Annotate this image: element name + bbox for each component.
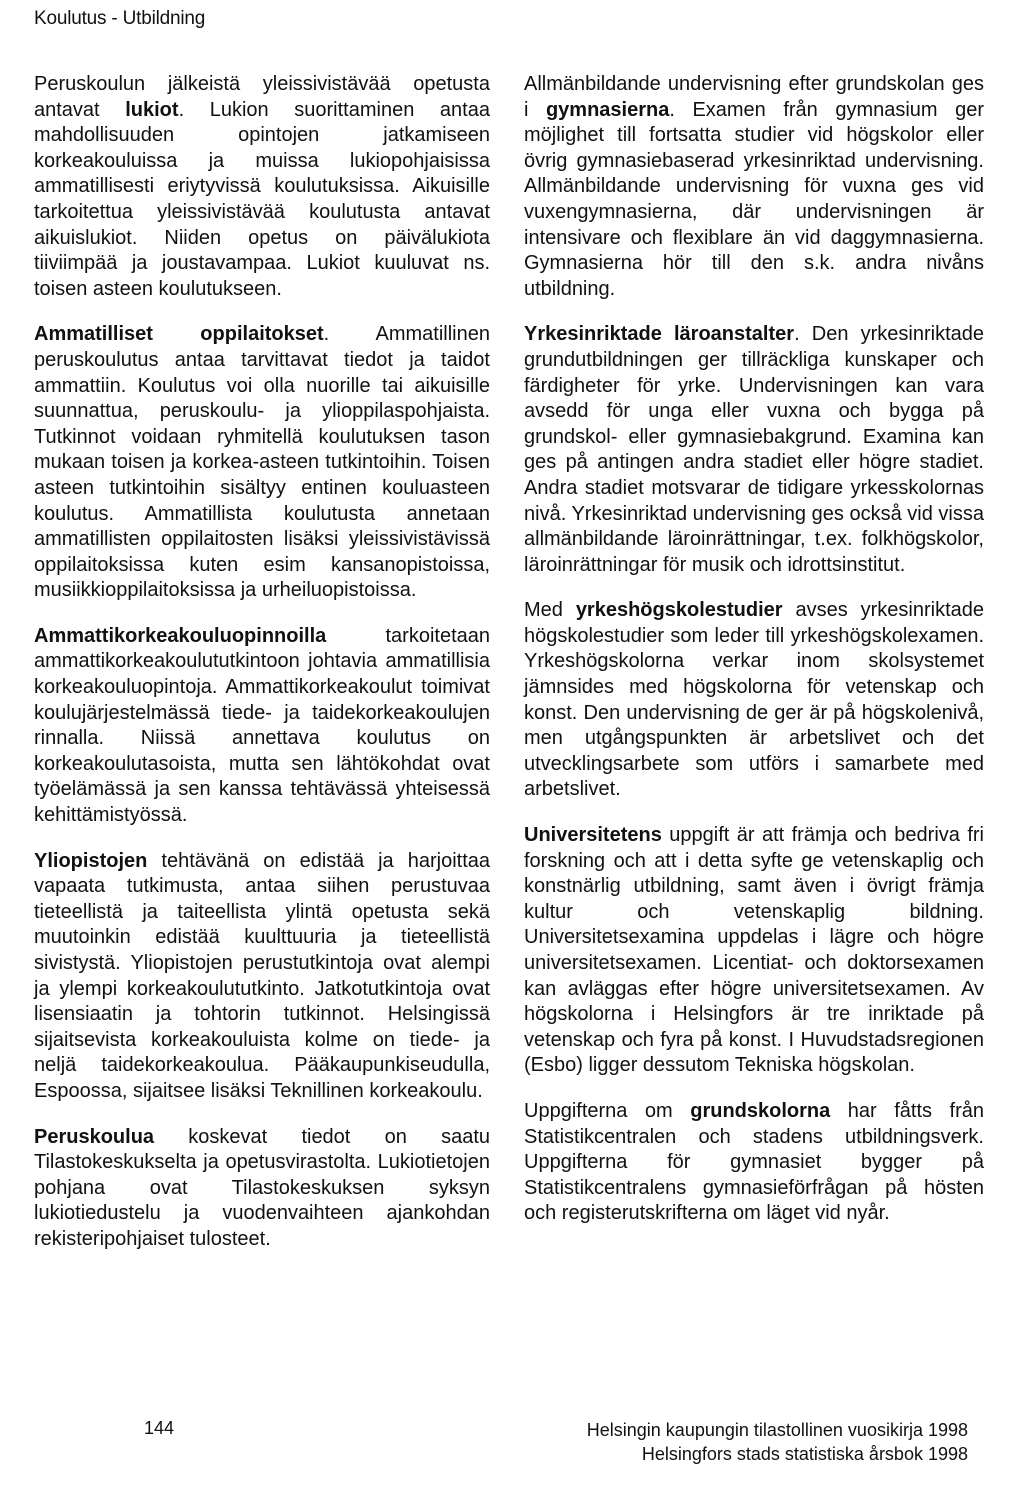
- term-ammattikorkeakouluopinnoilla: Ammattikorkeakouluopinnoilla: [34, 624, 327, 647]
- text: koskevat tiedot on saatu Tilastokeskukselta ja opetusvirastolta. Lukiotietojen pohjana ovat Tilastokeskuksen syksyn lukiotiedustelu ja vuodenvaihteen ajankohdan rekisteripohjaiset tulosteet.: [34, 1125, 490, 1250]
- paragraph-ammattikorkeakoulu: [34, 624, 490, 829]
- term-yrkesinriktade-laroanstalter: Yrkesinriktade läroanstalter: [524, 323, 795, 346]
- paragraph-sources-fi: [34, 1125, 490, 1253]
- swedish-column: [524, 72, 984, 1247]
- publication-title-sv: Helsingfors stads statistiska årsbok 1998: [641, 1444, 968, 1464]
- paragraph-yrkesinriktade: [524, 322, 984, 578]
- paragraph-ammatilliset: [34, 322, 490, 604]
- publication-title-fi: Helsingin kaupungin tilastollinen vuosikirja 1998: [586, 1420, 968, 1440]
- term-universitetens: Universitetens: [524, 824, 662, 847]
- paragraph-sources-sv: [524, 1099, 984, 1227]
- running-header: Koulutus - Utbildning: [34, 8, 206, 29]
- term-peruskoulua: Peruskoulua: [34, 1125, 155, 1148]
- paragraph-yrkeshogskole: [524, 598, 984, 803]
- text: avses yrkesinriktade högskolestudier som leder till yrkeshögskolexamen. Yrkeshögskolorna verkar inom skolsystemet jämnsides med högskolorna för vetenskap och konst. Den undervisning de ger är på högskolenivå, men utgångspunkten är arbetslivet och det utvecklingsarbete som utförs i samarbete med arbetslivet.: [524, 599, 984, 801]
- text: har fåtts från Statistikcentralen och stadens utbildningsverk. Uppgifterna för gymnasiet bygger på Statistikcentralens gymnasieförfrågan på hösten och registerutskrifterna om läget vid nyår.: [524, 1099, 984, 1225]
- text: Uppgifterna om: [524, 1099, 691, 1122]
- term-ammatilliset-oppilaitokset: Ammatilliset oppilaitokset: [34, 323, 324, 346]
- text: tehtävänä on edistää ja harjoittaa vapaata tutkimusta, antaa siihen perustuvaa tieteellistä ja taiteellista ylintä opetusta sekä muutoinkin edistää kuulttuuria ja tieteellistä sivistystä. Yliopistojen perustutkintoja ovat alempi ja ylempi korkeakoulututkinto. Jatkotutkintoja ovat lisensiaatin ja tohtorin tutkinnot. Helsingissä sijaitsevista korkeakouluista kolme on tiede- ja neljä taidekorkeakoulua. Pääkaupunkiseudulla, Espoossa, sijaitsee lisäksi Teknillinen korkeakoulu.: [34, 849, 490, 1102]
- paragraph-lukiot: [34, 72, 490, 302]
- term-yrkeshogskolestudier: yrkeshögskolestudier: [575, 599, 783, 622]
- text: . Lukion suorittaminen antaa mahdollisuuden opintojen jatkamiseen korkeakouluissa ja muissa lukiopohjaisissa ammatillisesti eriytyvissä koulutuksissa. Aikuisille tarkoitettua yleissivistävää koulutusta antavat aikuislukiot. Niiden opetus on päivälukiota tiiviimpää ja joustavampaa. Lukiot kuuluvat ns. toisen asteen koulutukseen.: [34, 98, 490, 300]
- text: . Examen från gymnasium ger möjlighet till fortsatta studier vid högskolor eller övrig gymnasiebaserad yrkesinriktad undervisning. Allmänbildande undervisning för vuxna ges vid vuxengymnasierna, där undervisningen är intensivare och flexiblare än vid daggymnasierna. Gymnasierna hör till den s.k. andra nivåns utbildning.: [524, 98, 984, 300]
- text: uppgift är att främja och bedriva fri forskning och att i detta syfte ge vetenskaplig och konstnärlig utbildning, samt även i övrigt främja kultur och vetenskaplig bildning. Universitetsexamina uppdelas i lägre och högre universitetsexamen. Licentiat- och doktorsexamen kan avläggas efter högre universitetsexamen. Av högskolorna i Helsingfors är tre inriktade på vetenskap och fyra på konst. I Huvudstadsregionen (Esbo) ligger dessutom Tekniska högskolan.: [524, 824, 984, 1077]
- page-number: 144: [144, 1418, 175, 1438]
- term-yliopistojen: Yliopistojen: [34, 849, 148, 872]
- text: Peruskoulun jälkeistä yleissivistävää opetusta antavat: [34, 73, 490, 121]
- finnish-column: [34, 72, 490, 1273]
- paragraph-yliopistot: [34, 849, 490, 1105]
- term-lukiot: lukiot: [125, 98, 179, 121]
- text: Allmänbildande undervisning efter grundskolan ges i: [524, 73, 984, 121]
- paragraph-gymnasierna: [524, 72, 984, 302]
- text: tarkoitetaan ammattikorkeakoulututkintoon johtavia ammatillisia korkeakouluopintoja. Ammattikorkeakoulut toimivat koulujärjestelmässä tiede- ja taidekorkeakoulujen rinnalla. Niissä annettava koulutus on korkeakoulutasoista, mutta sen lähtökohdat ovat työelämässä ja sen kanssa tehtävässä yhteisessä kehittämistyössä.: [34, 624, 490, 827]
- publication-info: [587, 1418, 968, 1466]
- paragraph-universitet: [524, 823, 984, 1079]
- term-grundskolorna: grundskolorna: [690, 1099, 831, 1122]
- text: . Ammatillinen peruskoulutus antaa tarvittavat tiedot ja taidot ammattiin. Koulutus voi olla nuorille tai aikuisille suunnattua, peruskoulu- ja ylioppilaspohjaista. Tutkinnot voidaan ryhmitellä koulutuksen tason mukaan toisen ja korkea-asteen tutkintoihin. Toisen asteen tutkintoihin sisältyy entinen kouluasteen koulutus. Ammatillista koulutusta annetaan ammatillisten oppilaitosten lisäksi yleissivistävissä oppilaitoksissa kuten esim kansanopistoissa, musiikkioppilaitoksissa ja urheiluopistoissa.: [34, 323, 490, 602]
- text: . Den yrkesinriktade grundutbildningen ger tillräckliga kunskaper och färdigheter för yrke. Undervisningen kan vara avsedd för unga eller vuxna och bygga på grundskol- eller gymnasiebakgrund. Examina kan ges på antingen andra stadiet eller högre stadiet. Andra stadiet motsvarar de tidigare yrkesskolornas nivå. Yrkesinriktad undervisning ges också vid vissa allmänbildande läroinrättningar, t.ex. folkhögskolor, läroinrättningar för musik och idrottsinstitut.: [524, 323, 984, 576]
- term-gymnasierna: gymnasierna: [545, 98, 670, 121]
- text: Med: [524, 599, 576, 622]
